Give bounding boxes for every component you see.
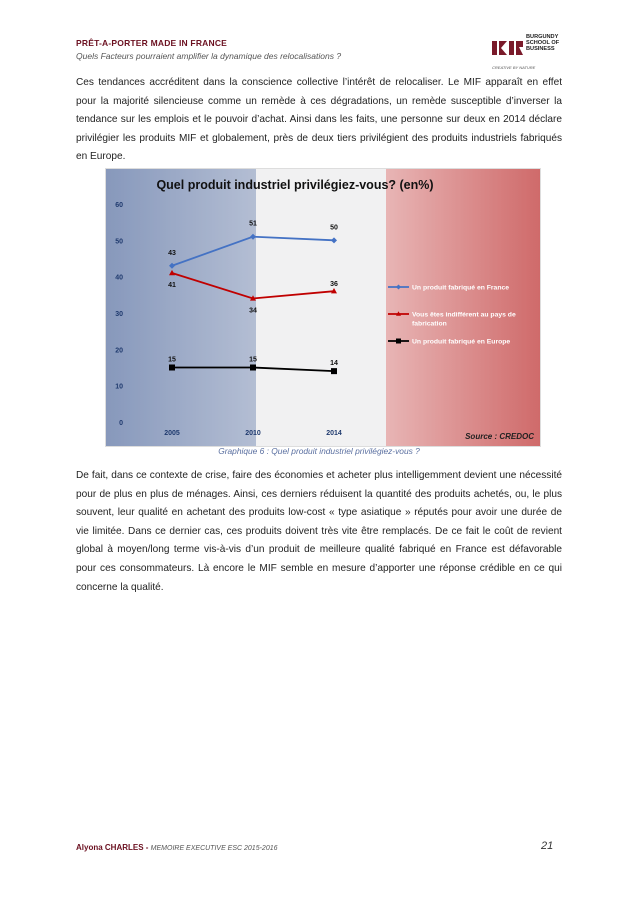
y-tick-label: 20 [115, 347, 123, 355]
data-label: 15 [168, 356, 176, 364]
page-header [76, 38, 476, 61]
data-point [169, 365, 175, 371]
data-point [169, 270, 175, 275]
data-label: 50 [330, 224, 338, 232]
footer-author [76, 843, 278, 852]
data-label: 36 [330, 281, 338, 289]
legend-label: Vous êtes indifférent au pays de fabrication [412, 311, 516, 328]
line-chart [105, 168, 541, 447]
y-tick-label: 40 [115, 274, 123, 282]
footer-author-name: Alyona CHARLES [76, 843, 144, 852]
data-point [169, 263, 175, 269]
y-tick-label: 0 [119, 420, 123, 427]
body-paragraph-1: Ces tendances accréditent dans la conscience collective l’intérêt de relocaliser. Le MIF apparaît en effet pour la majorité silencieuse comme un remède à ces dégradations, un remède susceptible d’inverser la tendance sur les emplois et le pouvoir d’achat. Ainsi dans les faits, une personne sur deux en 2014 déclare privilégier les produits MIF et globalement, près de deux tiers privilégient des produits industriels fabriqués en Europe. [76, 77, 562, 163]
data-point [331, 368, 337, 374]
school-logo [492, 34, 567, 72]
legend-label: Un produit fabriqué en France [412, 284, 510, 292]
chart-title: Quel produit industriel privilégiez-vous? (en%) [156, 178, 434, 192]
footer-document: MEMOIRE EXECUTIVE ESC 2015-2016 [150, 845, 278, 852]
data-point [331, 237, 337, 243]
page-number: 21 [541, 840, 554, 852]
logo-text: BURGUNDY SCHOOL OF BUSINESS [526, 34, 560, 52]
header-subtitle: Quels Facteurs pourraient amplifier la dynamique des relocalisations ? [76, 51, 342, 61]
data-point [250, 365, 256, 371]
footer-separator: - [143, 843, 151, 852]
x-tick-label: 2014 [326, 430, 342, 437]
chart-plot [106, 169, 540, 446]
data-label: 34 [249, 307, 257, 315]
data-label: 43 [168, 249, 176, 257]
x-tick-label: 2010 [245, 430, 261, 437]
logo-tagline: CREATIVE BY NATURE [492, 65, 536, 70]
data-label: 51 [249, 220, 257, 228]
figure-caption: Graphique 6 : Quel produit industriel privilégiez-vous ? [218, 446, 420, 456]
data-label: 41 [168, 282, 176, 290]
data-label: 15 [249, 356, 257, 364]
x-tick-label: 2005 [164, 430, 180, 437]
series-line [172, 237, 334, 266]
data-label: 14 [330, 360, 338, 368]
legend-marker [396, 339, 401, 344]
data-point [250, 234, 256, 240]
body-paragraph-2: De fait, dans ce contexte de crise, faire des économies et acheter plus intelligemment devient une nécessité pour de plus en plus de ménages. Ainsi, ces derniers réduisent la quantité des produits achetés, ou, le plus souvent, leur qualité en achetant des produits low-cost « type asiatique » réputés pour avoir une durée de vie limitée. Dans ce dernier cas, ces produits doivent très vite être remplacés. De ce fait le coût de revient global à moyen/long terme vis-à-vis d’un produit de meilleure qualité fabriqué en France est défavorable pour ces consommateurs. Là encore le MIF semble en mesure d’apporter une réponse crédible en ce qui concerne la qualité. [76, 470, 562, 593]
y-tick-label: 60 [115, 202, 123, 209]
chart-source: Source : CREDOC [465, 432, 534, 441]
header-title: PRÊT-A-PORTER MADE IN FRANCE [76, 38, 228, 48]
y-tick-label: 50 [115, 238, 123, 246]
series-line [172, 273, 334, 298]
y-tick-label: 10 [115, 383, 123, 391]
legend-label: Un produit fabriqué en Europe [412, 338, 511, 346]
y-tick-label: 30 [115, 311, 123, 318]
logo-mark-icon [492, 38, 524, 58]
legend-marker [396, 285, 401, 290]
